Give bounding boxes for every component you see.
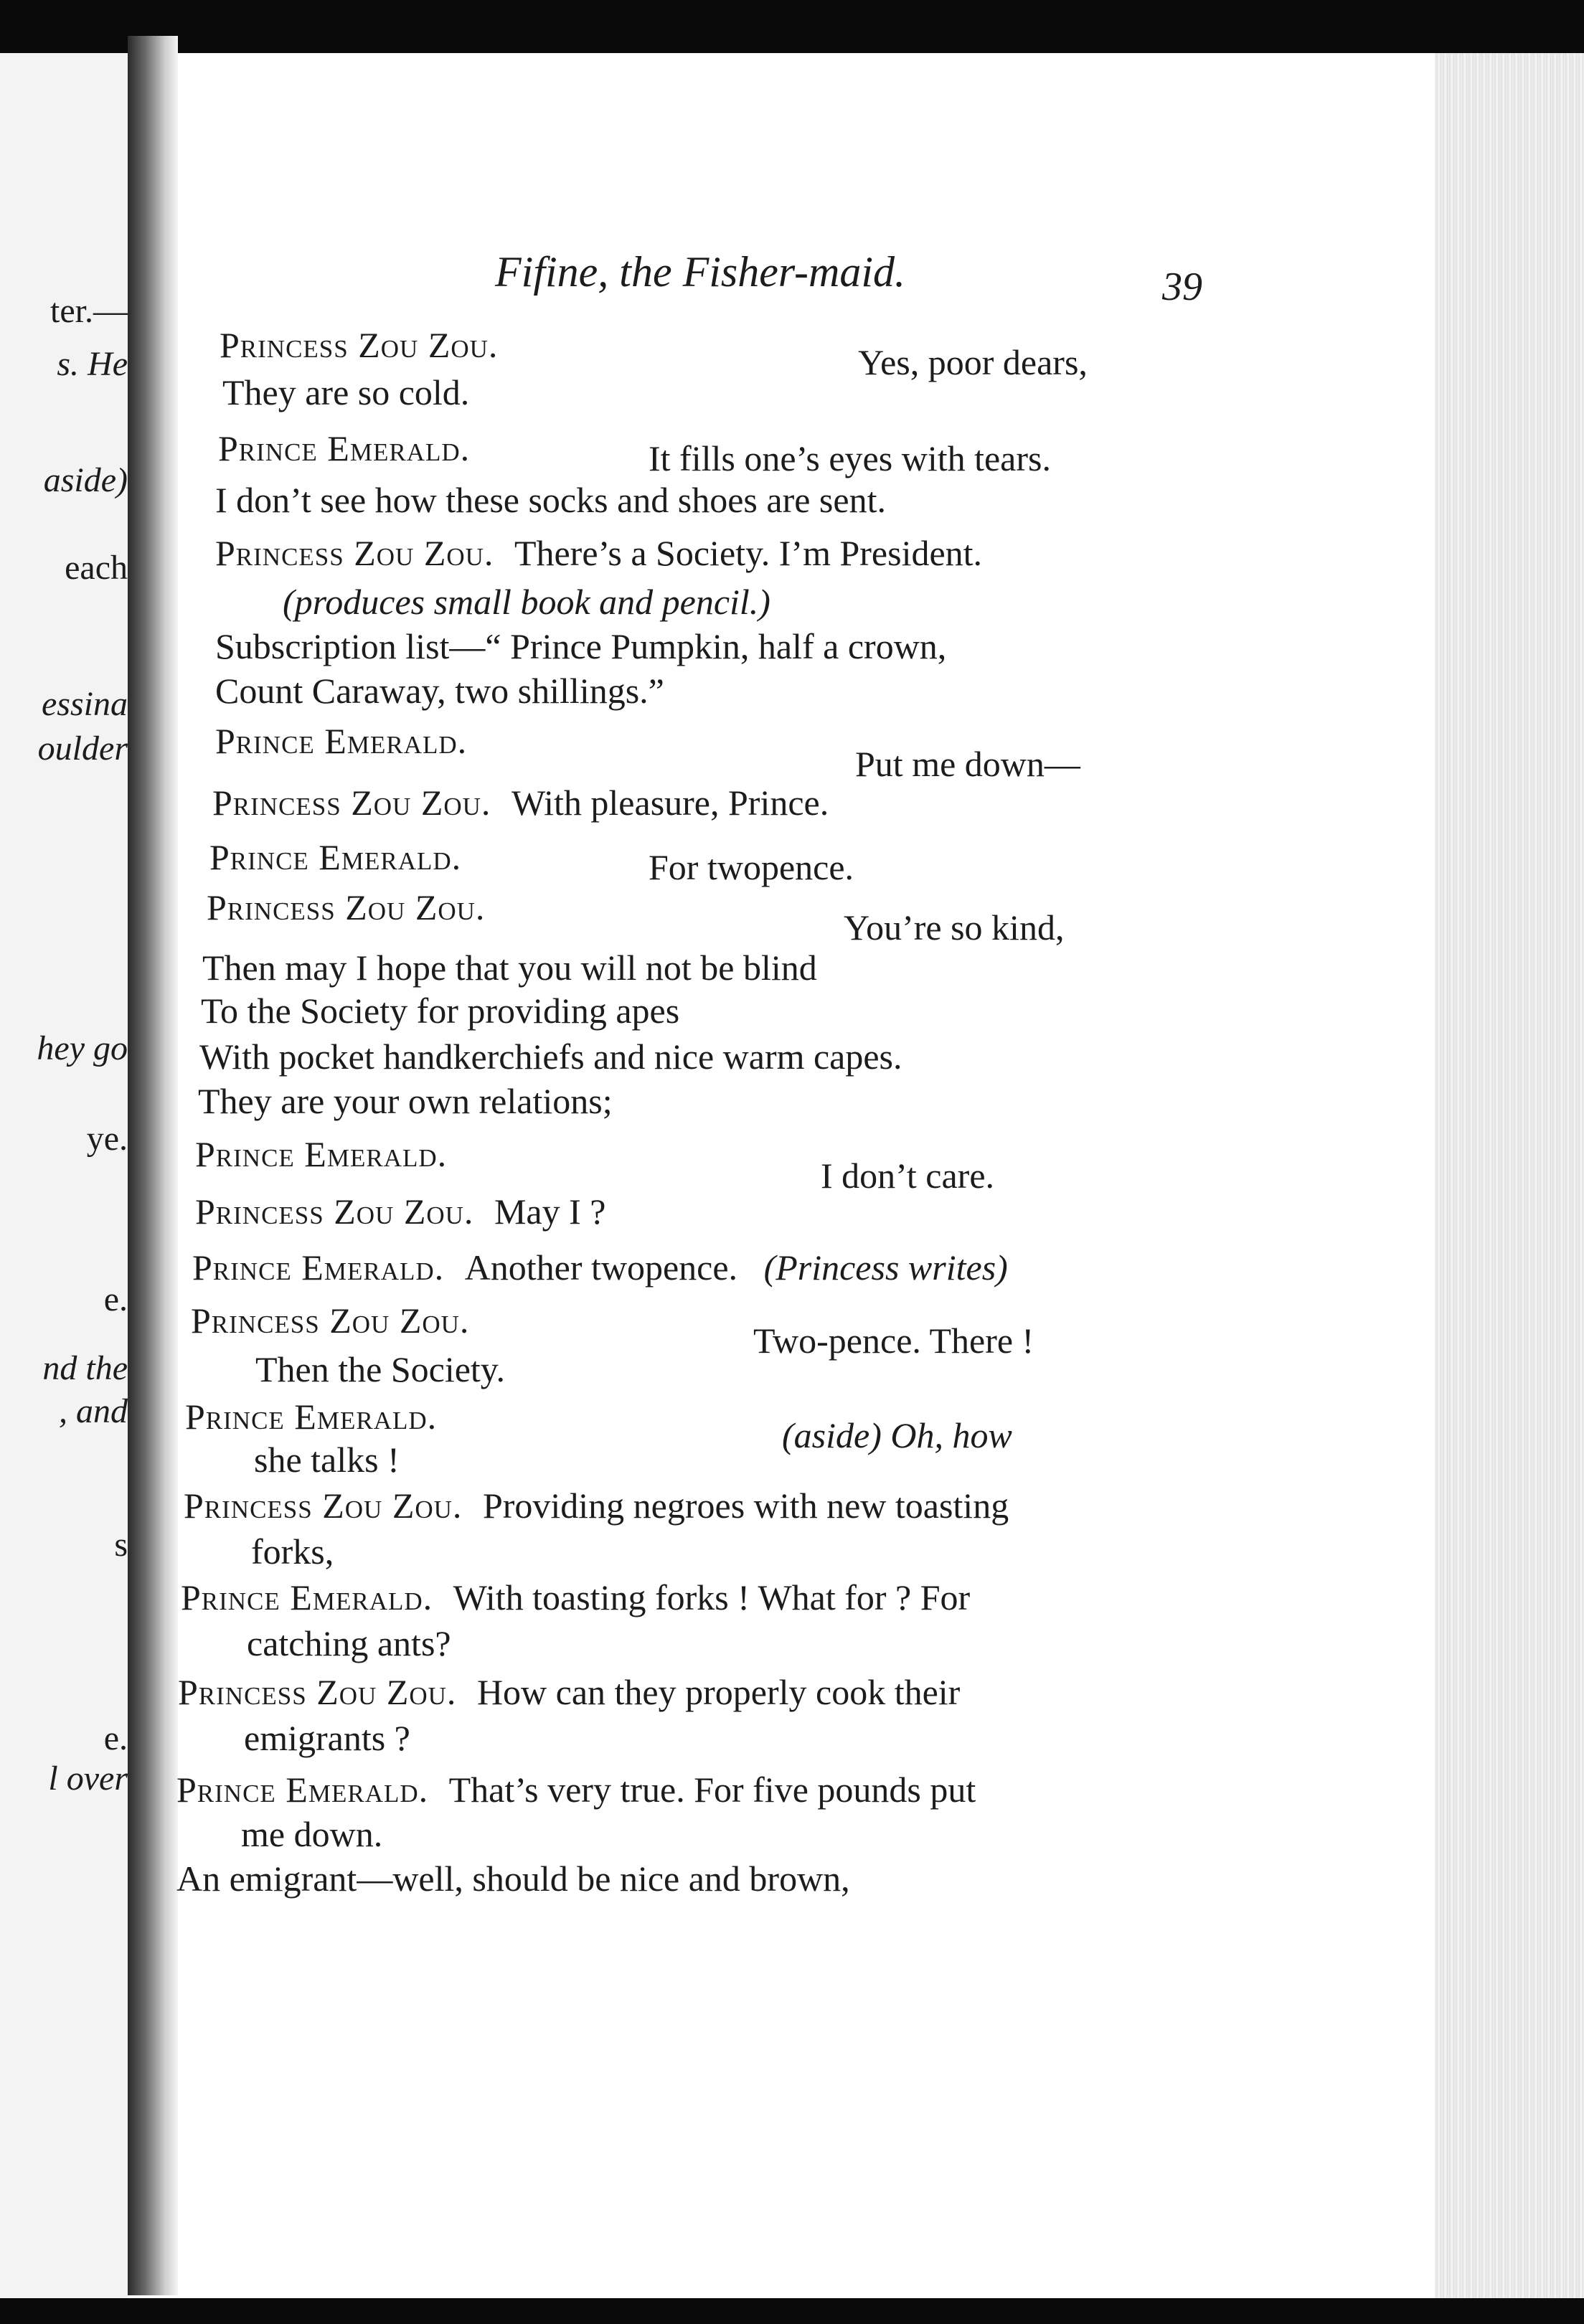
- dialogue-line: Then the Society.: [255, 1349, 506, 1389]
- dialogue-text: It fills one’s eyes with tears.: [649, 438, 1051, 478]
- dialogue-line: I don’t see how these socks and shoes are sent.: [215, 480, 886, 520]
- dialogue-line: [192, 1247, 1008, 1288]
- speaker-name: Princess Zou Zou.: [184, 1485, 463, 1526]
- speaker-name: Princess Zou Zou.: [220, 325, 499, 365]
- dialogue-line: With pocket handkerchiefs and nice warm capes.: [199, 1036, 902, 1077]
- dialogue-right: Two-pence. There !: [753, 1321, 1034, 1361]
- facing-page-fragment: , and: [59, 1392, 128, 1430]
- dialogue-line: [195, 1136, 447, 1172]
- speaker-name: Prince Emerald.: [218, 428, 471, 468]
- speaker-name: Prince Emerald.: [209, 837, 462, 877]
- dialogue-line: catching ants?: [247, 1623, 451, 1663]
- speaker-name: Prince Emerald.: [215, 721, 468, 761]
- speaker-name: Prince Emerald.: [192, 1247, 445, 1288]
- dialogue-line: An emigrant—well, should be nice and brown,: [176, 1858, 850, 1899]
- dialogue-line: [207, 889, 485, 925]
- speaker-name: Princess Zou Zou.: [191, 1300, 470, 1341]
- dialogue-line: They are your own relations;: [198, 1081, 613, 1121]
- dialogue-line: [181, 1579, 970, 1615]
- dialogue-line: [185, 1399, 437, 1435]
- dialogue-line: [209, 839, 461, 875]
- speaker-name: Princess Zou Zou.: [178, 1672, 457, 1712]
- stage-direction: (aside) Oh, how: [782, 1415, 1012, 1455]
- speaker-name: Princess Zou Zou.: [195, 1191, 474, 1232]
- dialogue-right: You’re so kind,: [844, 907, 1065, 948]
- speaker-name: Prince Emerald.: [195, 1134, 448, 1174]
- page-number: 39: [1162, 265, 1202, 309]
- stage-direction: (Princess writes): [763, 1247, 1008, 1288]
- book-gutter: [128, 36, 178, 2295]
- dialogue-line: [184, 1485, 1009, 1526]
- dialogue-line: To the Society for providing apes: [201, 991, 680, 1031]
- facing-page-fragment: ye.: [86, 1120, 128, 1158]
- dialogue-text: With pleasure, Prince.: [511, 783, 829, 823]
- speaker-name: Princess Zou Zou.: [212, 783, 491, 823]
- dialogue-line: forks,: [251, 1531, 334, 1572]
- dialogue-text: How can they properly cook their: [476, 1672, 961, 1712]
- dialogue-right: Put me down—: [855, 744, 1080, 784]
- facing-page: [0, 53, 128, 2298]
- dialogue-text: For twopence.: [649, 847, 854, 887]
- facing-page-fragment: e.: [103, 1719, 128, 1757]
- dialogue-line: Then may I hope that you will not be blind: [202, 948, 817, 988]
- page-edges: [1435, 53, 1584, 2298]
- facing-page-fragment: e.: [103, 1280, 128, 1318]
- dialogue-line: [191, 1300, 470, 1341]
- dialogue-text: That’s very true. For five pounds put: [448, 1770, 976, 1810]
- dialogue-text: Another twopence.: [464, 1247, 738, 1288]
- dialogue-text: Providing negroes with new toasting: [482, 1485, 1009, 1526]
- dialogue-line: [176, 1772, 976, 1808]
- dialogue-line: Subscription list—“ Prince Pumpkin, half a crown,: [215, 626, 947, 666]
- dialogue-text: With toasting forks ! What for ? For: [453, 1577, 971, 1617]
- dialogue-line: [220, 327, 498, 363]
- dialogue-right: I don’t care.: [821, 1156, 995, 1196]
- facing-page-fragment: oulder: [37, 729, 128, 767]
- dialogue-line: me down.: [241, 1814, 383, 1854]
- speaker-name: Prince Emerald.: [185, 1397, 438, 1437]
- facing-page-fragment: l over: [48, 1759, 128, 1798]
- facing-page-fragment: s. He: [57, 345, 128, 383]
- speaker-name: Princess Zou Zou.: [215, 533, 494, 573]
- scan-bottom-border: [0, 2298, 1584, 2324]
- dialogue-line: They are so cold.: [222, 372, 470, 412]
- facing-page-fragment: ter.—: [50, 292, 128, 330]
- dialogue-line: Count Caraway, two shillings.”: [215, 671, 664, 711]
- dialogue-line: [215, 535, 982, 571]
- dialogue-line: she talks !: [254, 1440, 400, 1480]
- dialogue-line: emigrants ?: [244, 1718, 410, 1758]
- running-title: Fifine, the Fisher-maid.: [495, 248, 906, 296]
- dialogue-right: [782, 1417, 1012, 1453]
- stage-direction: (produces small book and pencil.): [283, 582, 770, 622]
- dialogue-line: [218, 430, 470, 466]
- facing-page-fragment: each: [65, 549, 128, 587]
- dialogue-line: [215, 723, 467, 759]
- dialogue-text: There’s a Society. I’m President.: [514, 533, 983, 573]
- dialogue-line: [195, 1191, 606, 1232]
- scan-top-border: [0, 0, 1584, 53]
- facing-page-fragment: aside): [43, 461, 128, 499]
- dialogue-text: May I ?: [494, 1191, 606, 1232]
- dialogue-right: Yes, poor dears,: [858, 342, 1088, 382]
- speaker-name: Prince Emerald.: [181, 1577, 433, 1617]
- facing-page-fragment: essina: [42, 685, 128, 723]
- facing-page-fragment: s: [114, 1526, 128, 1564]
- dialogue-line: [178, 1674, 960, 1710]
- speaker-name: Prince Emerald.: [176, 1770, 429, 1810]
- speaker-name: Princess Zou Zou.: [207, 887, 486, 927]
- facing-page-fragment: nd the: [42, 1349, 128, 1387]
- facing-page-fragment: hey go: [37, 1029, 128, 1067]
- dialogue-line: [212, 785, 829, 821]
